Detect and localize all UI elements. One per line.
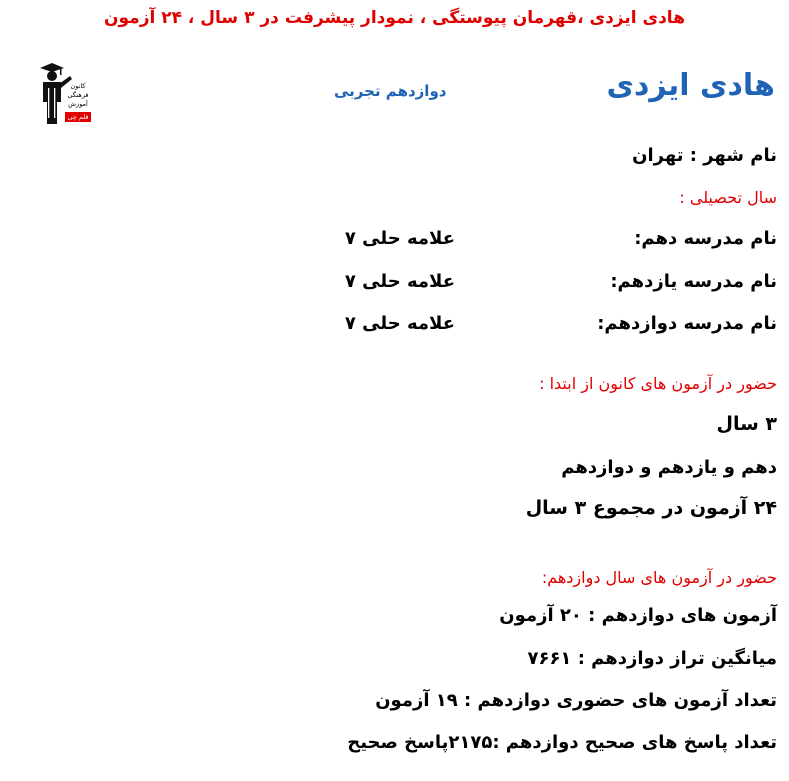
page-banner: هادی ایزدی ،قهرمان پیوستگی ، نمودار پیشرفت در ۳ سال ، ۲۴ آزمون bbox=[104, 8, 685, 28]
attendance-total: ۲۴ آزمون در مجموع ۳ سال bbox=[525, 497, 777, 519]
twelfth-correct-answers: تعداد پاسخ های صحیح دوازدهم :۲۱۷۵پاسخ صحیح bbox=[347, 732, 777, 753]
school-10-label: نام مدرسه دهم: bbox=[634, 228, 777, 249]
twelfth-average-score: میانگین تراز دوازدهم : ۷۶۶۱ bbox=[527, 648, 777, 669]
school-12-value: علامه حلی ۷ bbox=[344, 313, 455, 334]
attendance-grades: دهم و یازدهم و دوازدهم bbox=[561, 457, 777, 478]
academic-year-label: سال تحصیلی : bbox=[679, 188, 777, 207]
logo-badge: قلم چی bbox=[65, 112, 91, 122]
city-line: نام شهر : تهران bbox=[632, 145, 777, 166]
kanoon-logo bbox=[34, 62, 92, 126]
grade-label: دوازدهم تجربی bbox=[334, 82, 447, 100]
student-name: هادی ایزدی bbox=[606, 68, 775, 103]
attendance-years: ۳ سال bbox=[716, 413, 777, 435]
twelfth-attended: تعداد آزمون های حضوری دوازدهم : ۱۹ آزمون bbox=[375, 690, 777, 711]
school-10-value: علامه حلی ۷ bbox=[344, 228, 455, 249]
school-11-label: نام مدرسه یازدهم: bbox=[610, 271, 777, 292]
school-12-label: نام مدرسه دوازدهم: bbox=[597, 313, 777, 334]
attendance-heading: حضور در آزمون های کانون از ابتدا : bbox=[539, 374, 777, 393]
logo-text: کانون فرهنگی آموزش bbox=[67, 82, 89, 108]
twelfth-heading: حضور در آزمون های سال دوازدهم: bbox=[541, 568, 777, 587]
twelfth-exams: آزمون های دوازدهم : ۲۰ آزمون bbox=[499, 605, 777, 626]
school-11-value: علامه حلی ۷ bbox=[344, 271, 455, 292]
